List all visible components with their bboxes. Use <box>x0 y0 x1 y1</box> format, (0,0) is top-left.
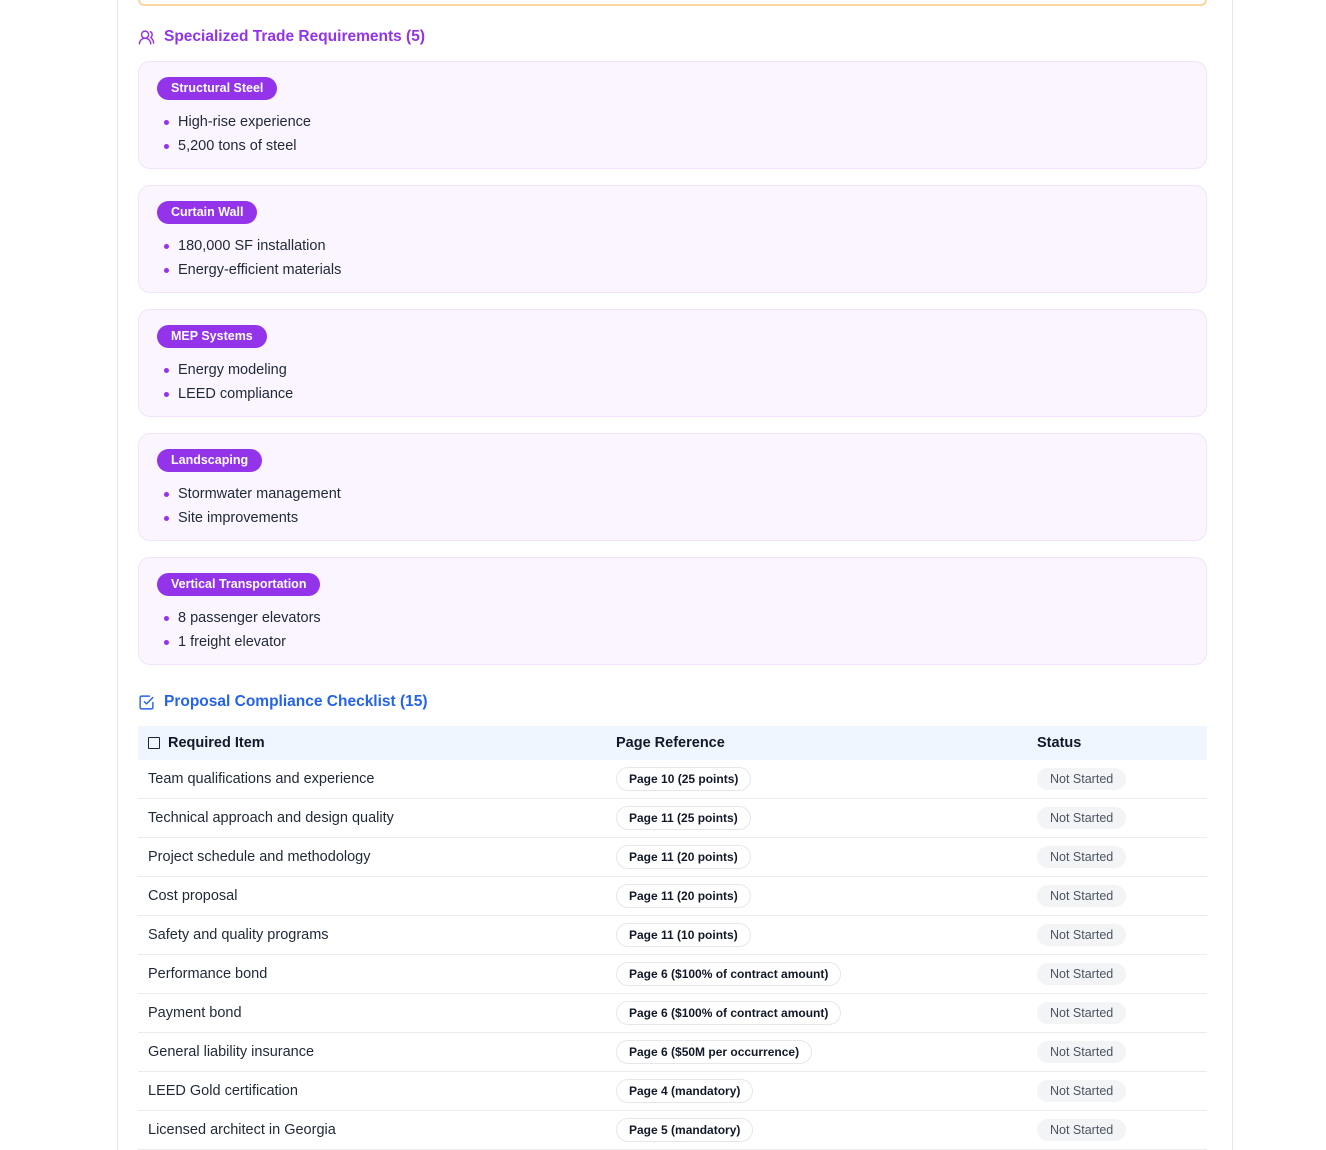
status-badge: Not Started <box>1037 1080 1126 1102</box>
requirement-list <box>157 606 1188 654</box>
page-reference-cell <box>616 1040 1037 1064</box>
requirement-item: Energy modeling <box>157 358 1188 382</box>
trade-badge: Landscaping <box>157 449 262 472</box>
trade-card <box>138 61 1207 169</box>
required-item-cell: Project schedule and methodology <box>148 849 371 865</box>
trade-card <box>138 433 1207 541</box>
status-cell <box>1037 1080 1207 1102</box>
required-item-cell: Technical approach and design quality <box>148 810 394 826</box>
compliance-table <box>138 726 1207 1150</box>
page-reference-cell <box>616 806 1037 830</box>
page-reference-cell <box>616 845 1037 869</box>
status-badge: Not Started <box>1037 924 1126 946</box>
trade-badge: MEP Systems <box>157 325 267 348</box>
trade-badge: Vertical Transportation <box>157 573 320 596</box>
required-item-cell: Licensed architect in Georgia <box>148 1122 336 1138</box>
requirement-item: 1 freight elevator <box>157 630 1188 654</box>
status-badge: Not Started <box>1037 1002 1126 1024</box>
column-header-page-reference: Page Reference <box>616 735 725 751</box>
required-item-cell: LEED Gold certification <box>148 1083 298 1099</box>
trade-badge: Curtain Wall <box>157 201 257 224</box>
required-item-cell: Team qualifications and experience <box>148 771 375 787</box>
page-reference-pill: Page 11 (20 points) <box>616 884 751 908</box>
trade-card <box>138 185 1207 293</box>
table-row <box>138 799 1207 838</box>
section-header-trade <box>138 28 1207 46</box>
page-reference-pill: Page 11 (10 points) <box>616 923 751 947</box>
page-reference-pill: Page 6 ($100% of contract amount) <box>616 1001 841 1025</box>
users-icon <box>138 29 155 46</box>
page-reference-cell <box>616 1001 1037 1025</box>
checkbox-icon <box>148 737 160 749</box>
status-cell <box>1037 924 1207 946</box>
table-row <box>138 916 1207 955</box>
page-reference-pill: Page 6 ($50M per occurrence) <box>616 1040 812 1064</box>
table-row <box>138 760 1207 799</box>
page-reference-pill: Page 6 ($100% of contract amount) <box>616 962 841 986</box>
trade-card-list <box>138 61 1207 665</box>
page-reference-cell <box>616 1118 1037 1142</box>
check-square-icon <box>138 694 155 711</box>
requirement-list <box>157 482 1188 530</box>
table-row <box>138 955 1207 994</box>
content-panel <box>117 0 1233 1150</box>
table-row <box>138 994 1207 1033</box>
table-row <box>138 1033 1207 1072</box>
table-row <box>138 1111 1207 1150</box>
requirement-item: 8 passenger elevators <box>157 606 1188 630</box>
status-badge: Not Started <box>1037 1041 1126 1063</box>
requirement-list <box>157 110 1188 158</box>
section-title: Proposal Compliance Checklist (15) <box>164 693 428 710</box>
status-badge: Not Started <box>1037 1119 1126 1141</box>
status-cell <box>1037 885 1207 907</box>
table-header-row <box>138 726 1207 760</box>
page-reference-cell <box>616 767 1037 791</box>
table-row <box>138 838 1207 877</box>
column-header-required-item: Required Item <box>138 735 616 751</box>
status-cell <box>1037 807 1207 829</box>
trade-badge: Structural Steel <box>157 77 277 100</box>
requirement-item: High-rise experience <box>157 110 1188 134</box>
table-row <box>138 1072 1207 1111</box>
page-reference-pill: Page 11 (20 points) <box>616 845 751 869</box>
section-header-checklist <box>138 693 1207 711</box>
page-reference-cell <box>616 962 1037 986</box>
page-reference-pill: Page 5 (mandatory) <box>616 1118 753 1142</box>
required-item-cell: Safety and quality programs <box>148 927 329 943</box>
required-item-cell: Cost proposal <box>148 888 238 904</box>
requirement-item: 5,200 tons of steel <box>157 134 1188 158</box>
status-badge: Not Started <box>1037 885 1126 907</box>
section-title: Specialized Trade Requirements (5) <box>164 28 426 45</box>
page-reference-cell <box>616 884 1037 908</box>
status-cell <box>1037 1002 1207 1024</box>
page-reference-cell <box>616 1079 1037 1103</box>
requirement-item: 180,000 SF installation <box>157 234 1188 258</box>
requirement-list <box>157 358 1188 406</box>
status-cell <box>1037 1119 1207 1141</box>
trade-card <box>138 309 1207 417</box>
status-badge: Not Started <box>1037 807 1126 829</box>
status-cell <box>1037 963 1207 985</box>
table-body <box>138 760 1207 1150</box>
requirement-item: LEED compliance <box>157 382 1188 406</box>
status-cell <box>1037 1041 1207 1063</box>
required-item-cell: Payment bond <box>148 1005 242 1021</box>
status-badge: Not Started <box>1037 846 1126 868</box>
page-reference-pill: Page 4 (mandatory) <box>616 1079 753 1103</box>
page-reference-pill: Page 11 (25 points) <box>616 806 751 830</box>
page-reference-cell <box>616 923 1037 947</box>
required-item-cell: General liability insurance <box>148 1044 315 1060</box>
column-header-status: Status <box>1037 735 1082 751</box>
requirement-item: Energy-efficient materials <box>157 258 1188 282</box>
status-cell <box>1037 846 1207 868</box>
requirement-item: Site improvements <box>157 506 1188 530</box>
status-badge: Not Started <box>1037 963 1126 985</box>
status-cell <box>1037 768 1207 790</box>
requirement-list <box>157 234 1188 282</box>
table-row <box>138 877 1207 916</box>
required-item-cell: Performance bond <box>148 966 268 982</box>
requirement-item: Stormwater management <box>157 482 1188 506</box>
trade-card <box>138 557 1207 665</box>
previous-card-bottom-edge <box>138 0 1207 6</box>
status-badge: Not Started <box>1037 768 1126 790</box>
page-reference-pill: Page 10 (25 points) <box>616 767 751 791</box>
